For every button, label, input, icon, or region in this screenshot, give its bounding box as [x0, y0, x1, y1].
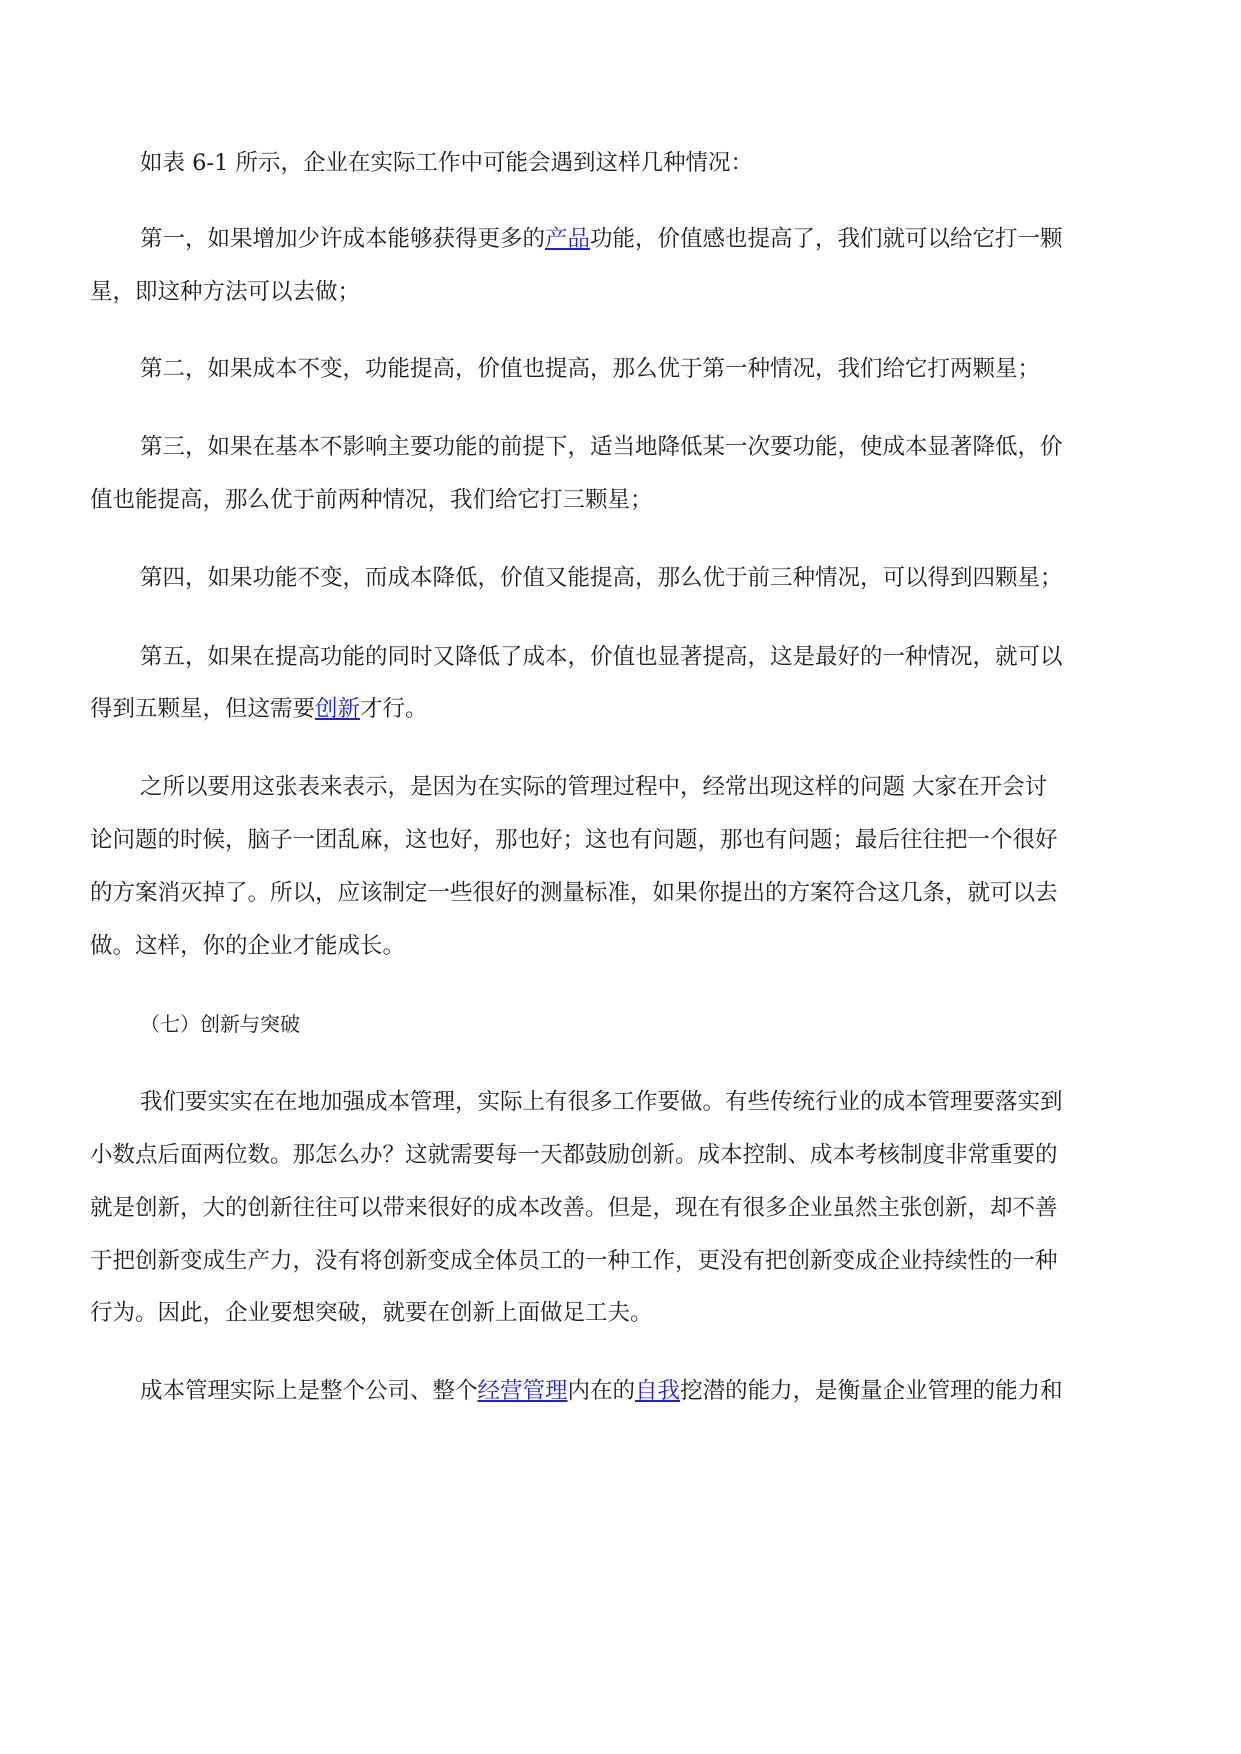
paragraph-first-line-2: 星，即这种方法可以去做； [90, 279, 361, 305]
section-heading: （七）创新与突破 [140, 1012, 300, 1036]
paragraph-fourth: 第四，如果功能不变，而成本降低，价值又能提高，那么优于前三种情况，可以得到四颗星； [140, 565, 1063, 591]
paragraph-seventh-line-1: 我们要实实在在地加强成本管理，实际上有很多工作要做。有些传统行业的成本管理要落实到 [140, 1089, 1063, 1115]
paragraph-eighth-line-1: 成本管理实际上是整个公司、整个经营管理内在的自我挖潜的能力，是衡量企业管理的能力和 [140, 1378, 1063, 1404]
paragraph-third-line-2: 值也能提高，那么优于前两种情况，我们给它打三颗星； [90, 487, 653, 513]
paragraph-intro: 如表 6-1 所示，企业在实际工作中可能会遇到这样几种情况： [140, 150, 754, 176]
paragraph-fifth-line-1: 第五，如果在提高功能的同时又降低了成本，价值也显著提高，这是最好的一种情况，就可以 [140, 644, 1063, 670]
paragraph-third-line-1: 第三，如果在基本不影响主要功能的前提下，适当地降低某一次要功能，使成本显著降低，价 [140, 434, 1063, 460]
paragraph-sixth-line-1: 之所以要用这张表来表示，是因为在实际的管理过程中，经常出现这样的问题 大家在开会讨 [140, 774, 1048, 800]
link-business-management[interactable]: 经营管理 [477, 1378, 568, 1404]
paragraph-seventh-line-2: 小数点后面两位数。那怎么办？这就需要每一天都鼓励创新。成本控制、成本考核制度非常重要的 [90, 1142, 1058, 1168]
paragraph-fifth-line-2: 得到五颗星，但这需要创新才行。 [90, 696, 428, 722]
link-innovation[interactable]: 创新 [315, 696, 361, 722]
paragraph-second: 第二，如果成本不变，功能提高，价值也提高，那么优于第一种情况，我们给它打两颗星； [140, 356, 1041, 382]
paragraph-seventh-line-4: 于把创新变成生产力，没有将创新变成全体员工的一种工作，更没有把创新变成企业持续性的一种 [90, 1248, 1058, 1274]
link-self[interactable]: 自我 [635, 1378, 681, 1404]
link-product[interactable]: 产品 [545, 226, 591, 252]
paragraph-seventh-line-3: 就是创新，大的创新往往可以带来很好的成本改善。但是，现在有很多企业虽然主张创新，却不善 [90, 1195, 1058, 1221]
paragraph-sixth-line-2: 论问题的时候，脑子一团乱麻，这也好，那也好；这也有问题，那也有问题；最后往往把一个很好 [90, 827, 1058, 853]
paragraph-sixth-line-4: 做。这样，你的企业才能成长。 [90, 933, 406, 959]
paragraph-seventh-line-5: 行为。因此，企业要想突破，就要在创新上面做足工夫。 [90, 1300, 653, 1326]
paragraph-sixth-line-3: 的方案消灭掉了。所以，应该制定一些很好的测量标准，如果你提出的方案符合这几条，就可以去 [90, 880, 1058, 906]
paragraph-first-line-1: 第一，如果增加少许成本能够获得更多的产品功能，价值感也提高了，我们就可以给它打一颗 [140, 226, 1063, 252]
